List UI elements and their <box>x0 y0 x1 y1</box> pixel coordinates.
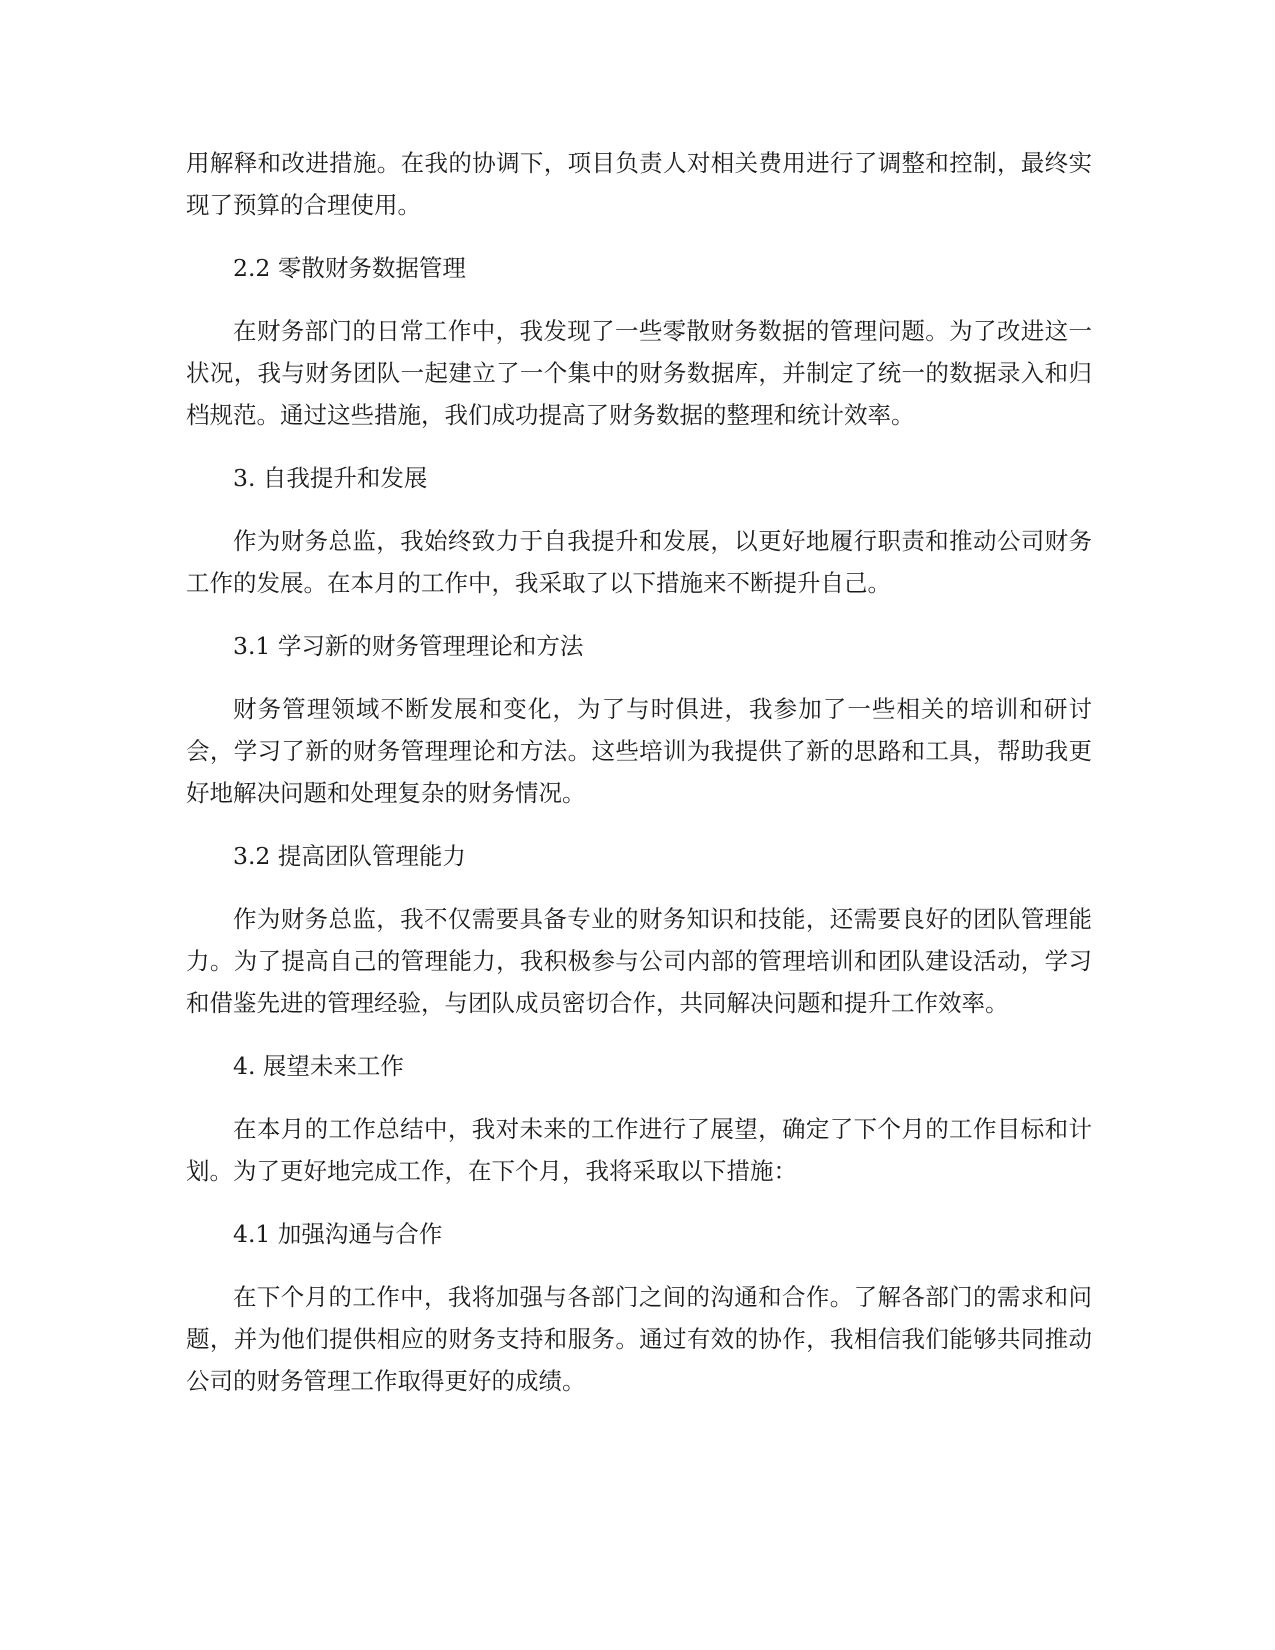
paragraph-data-management: 在财务部门的日常工作中，我发现了一些零散财务数据的管理问题。为了改进这一状况，我与财务团队一起建立了一个集中的财务数据库，并制定了统一的数据录入和归档规范。通过这些措施，我们成功提高了财务数据的整理和统计效率。 <box>186 317 1092 429</box>
paragraph-budget-conclusion: 用解释和改进措施。在我的协调下，项目负责人对相关费用进行了调整和控制，最终实现了预算的合理使用。 <box>186 149 1092 219</box>
section-heading-2-2: 2.2 零散财务数据管理 <box>233 254 466 282</box>
paragraph-outlook: 在本月的工作总结中，我对未来的工作进行了展望，确定了下个月的工作目标和计划。为了更好地完成工作，在下个月，我将采取以下措施： <box>186 1115 1092 1185</box>
document-body <box>186 142 1092 1423</box>
section-heading-3: 3. 自我提升和发展 <box>233 464 428 492</box>
paragraph-learning: 财务管理领域不断发展和变化，为了与时俱进，我参加了一些相关的培训和研讨会，学习了新的财务管理理论和方法。这些培训为我提供了新的思路和工具，帮助我更好地解决问题和处理复杂的财务情况。 <box>186 695 1092 807</box>
paragraph-communication: 在下个月的工作中，我将加强与各部门之间的沟通和合作。了解各部门的需求和问题，并为他们提供相应的财务支持和服务。通过有效的协作，我相信我们能够共同推动公司的财务管理工作取得更好的成绩。 <box>186 1283 1092 1395</box>
section-heading-3-1: 3.1 学习新的财务管理理论和方法 <box>233 632 584 660</box>
section-heading-3-2: 3.2 提高团队管理能力 <box>233 842 466 870</box>
paragraph-team-management: 作为财务总监，我不仅需要具备专业的财务知识和技能，还需要良好的团队管理能力。为了提高自己的管理能力，我积极参与公司内部的管理培训和团队建设活动，学习和借鉴先进的管理经验，与团队成员密切合作，共同解决问题和提升工作效率。 <box>186 905 1092 1017</box>
section-heading-4: 4. 展望未来工作 <box>233 1052 404 1080</box>
paragraph-self-improvement: 作为财务总监，我始终致力于自我提升和发展，以更好地履行职责和推动公司财务工作的发展。在本月的工作中，我采取了以下措施来不断提升自己。 <box>186 527 1092 597</box>
section-heading-4-1: 4.1 加强沟通与合作 <box>233 1220 443 1248</box>
